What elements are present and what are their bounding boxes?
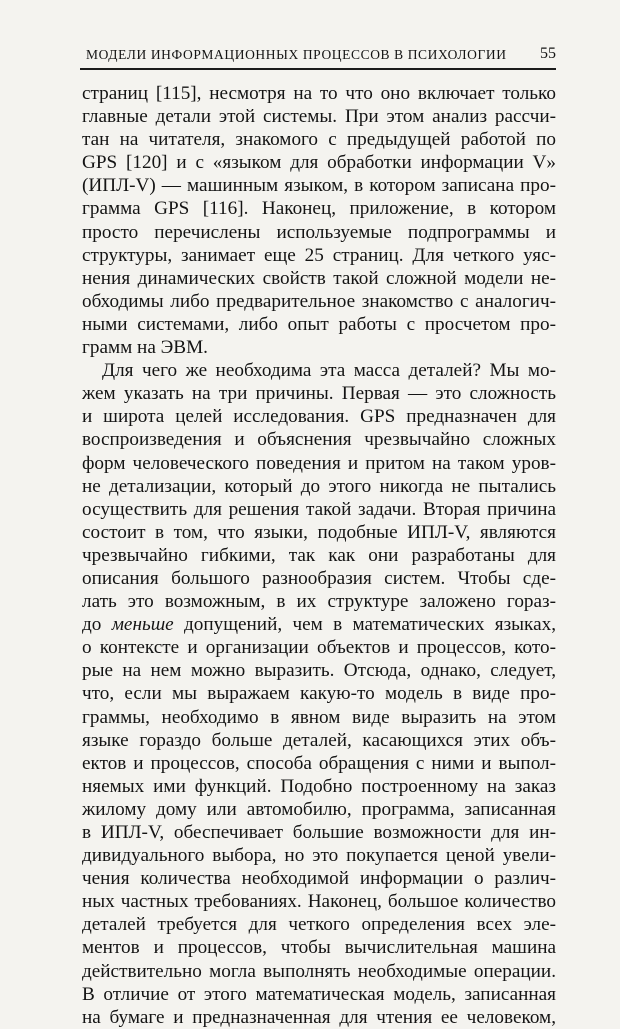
text-line: GPS [120] и с «языком для обработки информации V» bbox=[82, 152, 556, 174]
text-line: ментов и процессов, чтобы вычислительная машина bbox=[82, 937, 556, 959]
text-fragment: до bbox=[82, 614, 112, 636]
running-header bbox=[80, 44, 556, 68]
text-line: грамм на ЭВМ. bbox=[82, 337, 208, 359]
page-number: 55 bbox=[540, 45, 556, 62]
text-line: чения количества необходимой информации о различ- bbox=[82, 868, 556, 890]
text-line: воспроизведения и объяснения чрезвычайно сложных bbox=[82, 429, 556, 451]
text-line: описания большого разнообразия систем. Чтобы сде- bbox=[82, 567, 556, 589]
text-line: главные детали этой системы. При этом анализ рассчи- bbox=[82, 106, 556, 128]
text-line: няемых ими функций. Подобно построенному на заказ bbox=[82, 775, 556, 797]
text-fragment: допущений, чем в математических языках, bbox=[173, 614, 556, 636]
text-line: осуществить для решения такой задачи. Вторая причина bbox=[82, 498, 556, 520]
text-line: Для чего же необходима эта масса деталей? Мы мо- bbox=[102, 360, 556, 382]
text-line: структуры, занимает еще 25 страниц. Для четкого уяс- bbox=[82, 244, 556, 266]
running-title: МОДЕЛИ ИНФОРМАЦИОННЫХ ПРОЦЕССОВ В ПСИХОЛОГИИ bbox=[86, 47, 507, 62]
text-line: не детализации, который до этого никогда не пытались bbox=[82, 475, 556, 497]
text-line: языке гораздо больше деталей, касающихся этих объ- bbox=[82, 729, 556, 751]
text-line bbox=[82, 613, 556, 636]
text-line: чрезвычайно гибкими, так как они разработаны для bbox=[82, 544, 556, 566]
text-line: рые на нем можно выразить. Отсюда, однако, следует, bbox=[82, 660, 556, 682]
text-line: жилому дому или автомобилю, программа, записанная bbox=[82, 798, 556, 820]
text-line: ных частных требованиях. Наконец, большое количество bbox=[82, 891, 556, 913]
text-line: на бумаге и предназначенная для чтения ее человеком, bbox=[82, 1006, 556, 1028]
text-line: что, если мы выражаем какую-то модель в виде про- bbox=[82, 683, 556, 705]
text-line: ектов и процессов, способа обращения с ними и выпол- bbox=[82, 752, 556, 774]
text-line: о контексте и организации объектов и процессов, кото- bbox=[82, 637, 556, 659]
paragraph bbox=[82, 359, 556, 1029]
emphasized-word: меньше bbox=[111, 614, 174, 636]
paragraph bbox=[82, 82, 556, 359]
text-line: деталей требуется для четкого определения всех эле- bbox=[82, 914, 556, 936]
text-line: состоит в том, что языки, подобные ИПЛ-V, являются bbox=[82, 521, 556, 543]
header-rule bbox=[80, 68, 556, 70]
text-line: граммы, необходимо в явном виде выразить на этом bbox=[82, 706, 556, 728]
text-line: жем указать на три причины. Первая — это сложность bbox=[82, 383, 556, 405]
text-line: дивидуального выбора, но это покупается ценой увели- bbox=[82, 845, 556, 867]
text-line: лать это возможным, в их структуре заложено гораз- bbox=[82, 591, 556, 613]
text-line: нения динамических свойств такой сложной модели не- bbox=[82, 267, 556, 289]
body-text bbox=[82, 82, 556, 1029]
text-line: обходимы либо предварительное знакомство с аналогич- bbox=[82, 290, 556, 312]
text-line: тан на читателя, знакомого с предыдущей работой по bbox=[82, 129, 556, 151]
text-line: и широта целей исследования. GPS предназначен для bbox=[82, 406, 556, 428]
text-line: страниц [115], несмотря на то что оно включает только bbox=[82, 83, 556, 104]
text-line: грамма GPS [116]. Наконец, приложение, в котором bbox=[82, 198, 556, 220]
text-line: (ИПЛ-V) — машинным языком, в котором записана про- bbox=[82, 175, 556, 197]
text-line: ными системами, либо опыт работы с просчетом про- bbox=[82, 313, 556, 335]
text-line: форм человеческого поведения и притом на таком уров- bbox=[82, 452, 556, 474]
text-line: действительно могла выполнять необходимые операции. bbox=[82, 960, 556, 982]
text-line: в ИПЛ-V, обеспечивает большие возможности для ин- bbox=[82, 822, 556, 843]
text-line: просто перечислены используемые подпрограммы и bbox=[82, 221, 556, 243]
text-line: В отличие от этого математическая модель, записанная bbox=[82, 983, 556, 1005]
